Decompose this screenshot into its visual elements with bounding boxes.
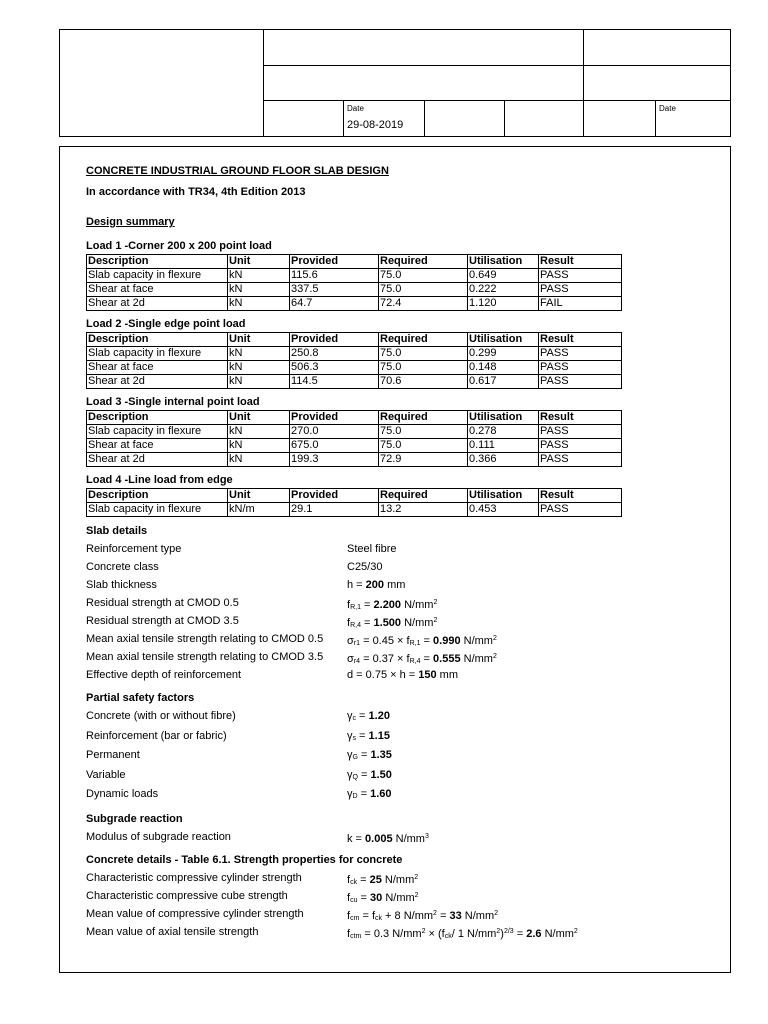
table-cell: 13.2 xyxy=(379,503,468,517)
table-cell: PASS xyxy=(539,283,622,297)
eq-sup: 3 xyxy=(424,832,429,840)
load-title: Load 3 -Single internal point load xyxy=(86,396,260,408)
table-cell: 75.0 xyxy=(379,283,468,297)
mean-axial-35-label: Mean axial tensile strength relating to CMOD 3.5 xyxy=(86,651,324,663)
reinforcement-type-row xyxy=(86,540,726,558)
eq-symbol: σ xyxy=(347,635,354,647)
table-cell: kN xyxy=(228,283,290,297)
table-cell: 75.0 xyxy=(379,425,468,439)
fck-label: Characteristic compressive cylinder strength xyxy=(86,871,302,884)
column-header: Unit xyxy=(228,489,290,503)
header-divider xyxy=(263,30,264,136)
fctm-row xyxy=(86,923,726,941)
table-cell: Slab capacity in flexure xyxy=(87,425,228,439)
document-subtitle: In accordance with TR34, 4th Edition 2013 xyxy=(86,186,306,198)
eq-sub: cu xyxy=(350,896,358,904)
eq-sub: Q xyxy=(352,773,358,781)
table-cell: 70.6 xyxy=(379,375,468,389)
mean-axial-05-label: Mean axial tensile strength relating to CMOD 0.5 xyxy=(86,633,324,645)
design-summary-heading: Design summary xyxy=(86,216,175,228)
table-cell: PASS xyxy=(539,361,622,375)
eq-sup: 2 xyxy=(433,617,438,624)
column-header: Unit xyxy=(228,411,290,425)
eq-text: = 0.37 × f xyxy=(360,653,410,665)
eq-value: 30 xyxy=(370,891,383,904)
header-divider xyxy=(263,100,730,101)
eq-value: 0.005 xyxy=(365,832,393,845)
column-header: Required xyxy=(379,411,468,425)
eq-sub: ck xyxy=(444,932,452,940)
eq-symbol: γ xyxy=(347,729,353,742)
table-cell: kN/m xyxy=(228,503,290,517)
eq-text: = xyxy=(513,927,527,940)
eq-text: h = xyxy=(347,579,366,591)
table-cell: 64.7 xyxy=(290,297,379,311)
eq-sub: G xyxy=(352,754,358,761)
effective-depth-label: Effective depth of reinforcement xyxy=(86,669,242,681)
slab-details-heading: Slab details xyxy=(86,525,148,537)
table-cell: Slab capacity in flexure xyxy=(87,269,228,283)
eq-text: = xyxy=(356,710,369,722)
eq-sup: 2 xyxy=(433,909,437,917)
column-header: Utilisation xyxy=(468,489,539,503)
eq-value: 1.60 xyxy=(370,788,392,800)
safety-factor-row xyxy=(86,766,726,786)
slab-thickness-value xyxy=(347,576,405,594)
fcu-label: Characteristic compressive cube strength xyxy=(86,889,288,902)
eq-value: 150 xyxy=(418,669,437,681)
safety-factor-label: Reinforcement (bar or fabric) xyxy=(86,729,227,742)
eq-symbol: σ xyxy=(347,653,354,665)
eq-text: = xyxy=(420,635,434,647)
column-header: Description xyxy=(87,255,228,269)
table-cell: 0.111 xyxy=(468,439,539,453)
table-cell: Shear at 2d xyxy=(87,453,228,467)
table-row xyxy=(87,453,622,467)
safety-factor-row xyxy=(86,785,726,805)
eq-value: 0.555 xyxy=(433,653,461,665)
table-cell: 199.3 xyxy=(290,453,379,467)
eq-sub: D xyxy=(352,793,358,800)
load-results-table xyxy=(86,488,622,517)
eq-sup: 2/3 xyxy=(503,927,514,935)
column-header: Result xyxy=(539,255,622,269)
table-cell: kN xyxy=(228,375,290,389)
column-header: Utilisation xyxy=(468,333,539,347)
load-results-table xyxy=(86,254,622,311)
column-header: Provided xyxy=(290,489,379,503)
column-header: Utilisation xyxy=(468,255,539,269)
table-cell: 0.222 xyxy=(468,283,539,297)
residual-strength-35-row xyxy=(86,612,726,630)
eq-unit: N/mm xyxy=(541,927,574,940)
eq-sub: c xyxy=(352,715,356,722)
column-header: Required xyxy=(379,333,468,347)
subgrade-modulus-row xyxy=(86,828,726,846)
eq-text: = xyxy=(357,788,371,800)
safety-factor-value xyxy=(347,707,390,729)
table-cell: 0.366 xyxy=(468,453,539,467)
concrete-class-label: Concrete class xyxy=(86,561,159,573)
eq-text: = xyxy=(360,599,374,611)
eq-symbol: γ xyxy=(347,788,353,800)
table-header-row xyxy=(87,255,622,269)
table-cell: Shear at face xyxy=(87,439,228,453)
column-header: Description xyxy=(87,489,228,503)
table-cell: PASS xyxy=(539,439,622,453)
fcm-row xyxy=(86,905,726,923)
eq-value: 2.6 xyxy=(526,927,542,940)
effective-depth-row xyxy=(86,666,726,684)
safety-factor-row xyxy=(86,727,726,747)
effective-depth-value xyxy=(347,666,458,684)
table-cell: kN xyxy=(228,297,290,311)
column-header: Provided xyxy=(290,411,379,425)
table-cell: 0.617 xyxy=(468,375,539,389)
eq-text: = 0.45 × f xyxy=(360,635,410,647)
table-cell: 75.0 xyxy=(379,361,468,375)
eq-text: = xyxy=(356,729,369,742)
eq-text: d = 0.75 × h = xyxy=(347,669,419,681)
table-cell: 115.6 xyxy=(290,269,379,283)
table-header-row xyxy=(87,411,622,425)
table-cell: PASS xyxy=(539,425,622,439)
safety-factor-value xyxy=(347,727,390,749)
eq-unit: N/mm xyxy=(401,617,434,629)
concrete-class-row xyxy=(86,558,726,576)
eq-sup: 2 xyxy=(494,909,499,917)
table-row xyxy=(87,297,622,311)
load-results-table xyxy=(86,410,622,467)
table-cell: 0.278 xyxy=(468,425,539,439)
safety-factor-value xyxy=(347,785,392,807)
table-header-row xyxy=(87,489,622,503)
table-cell: 72.4 xyxy=(379,297,468,311)
table-cell: 75.0 xyxy=(379,269,468,283)
eq-value: 33 xyxy=(449,909,462,922)
eq-symbol: f xyxy=(347,617,351,629)
load-title: Load 2 -Single edge point load xyxy=(86,318,246,330)
table-cell: 0.299 xyxy=(468,347,539,361)
table-row xyxy=(87,503,622,517)
table-cell: 506.3 xyxy=(290,361,379,375)
table-cell: Shear at 2d xyxy=(87,297,228,311)
table-cell: 75.0 xyxy=(379,347,468,361)
eq-unit: N/mm xyxy=(382,891,415,904)
eq-sub: ck xyxy=(375,914,382,922)
column-header: Description xyxy=(87,333,228,347)
slab-thickness-row xyxy=(86,576,726,594)
table-cell: 0.453 xyxy=(468,503,539,517)
eq-text: = xyxy=(357,873,370,886)
mean-axial-05-row xyxy=(86,630,726,648)
load-title: Load 4 -Line load from edge xyxy=(86,474,233,486)
table-cell: PASS xyxy=(539,453,622,467)
eq-sup: 2 xyxy=(433,599,438,606)
fctm-label: Mean value of axial tensile strength xyxy=(86,925,259,938)
safety-factor-label: Concrete (with or without fibre) xyxy=(86,710,236,722)
eq-text: = xyxy=(436,909,450,922)
subgrade-modulus-value xyxy=(347,828,429,848)
eq-sub: R,4 xyxy=(350,622,361,629)
eq-value: 200 xyxy=(365,579,385,591)
load-title: Load 1 -Corner 200 x 200 point load xyxy=(86,240,272,252)
eq-sub: R,1 xyxy=(350,604,361,611)
eq-sub: r1 xyxy=(353,640,361,647)
table-cell: PASS xyxy=(539,347,622,361)
table-cell: 250.8 xyxy=(290,347,379,361)
eq-text: k = xyxy=(347,832,366,845)
table-cell: 72.9 xyxy=(379,453,468,467)
eq-text: = xyxy=(357,891,371,904)
table-row xyxy=(87,361,622,375)
column-header: Result xyxy=(539,489,622,503)
eq-symbol: f xyxy=(347,599,351,611)
eq-sup: 2 xyxy=(573,927,578,935)
table-cell: Shear at face xyxy=(87,283,228,297)
table-cell: PASS xyxy=(539,269,622,283)
column-header: Unit xyxy=(228,255,290,269)
eq-unit: N/mm xyxy=(381,873,415,886)
eq-text: + 8 N/mm xyxy=(382,909,434,922)
table-cell: 0.148 xyxy=(468,361,539,375)
column-header: Description xyxy=(87,411,228,425)
table-cell: kN xyxy=(228,347,290,361)
eq-unit: N/mm xyxy=(460,653,493,665)
table-row xyxy=(87,439,622,453)
column-header: Unit xyxy=(228,333,290,347)
eq-unit: N/mm xyxy=(460,635,493,647)
residual-strength-35-label: Residual strength at CMOD 3.5 xyxy=(86,615,239,627)
header-divider xyxy=(583,30,584,136)
header-divider xyxy=(655,100,656,136)
table-cell: 29.1 xyxy=(290,503,379,517)
eq-sub: s xyxy=(352,734,356,742)
eq-value: 1.20 xyxy=(368,710,390,722)
eq-symbol: f xyxy=(347,927,351,940)
table-cell: kN xyxy=(228,269,290,283)
eq-sup: 2 xyxy=(492,635,497,642)
eq-text: × (f xyxy=(425,927,445,940)
mean-axial-35-row xyxy=(86,648,726,666)
date-label: Date xyxy=(347,104,364,113)
table-row xyxy=(87,283,622,297)
concrete-class-value: C25/30 xyxy=(347,561,383,573)
eq-sup: 2 xyxy=(496,927,501,935)
eq-sup: 2 xyxy=(492,653,497,660)
fck-row xyxy=(86,869,726,887)
eq-text: = xyxy=(420,653,434,665)
table-cell: 114.5 xyxy=(290,375,379,389)
eq-value: 0.990 xyxy=(433,635,461,647)
table-cell: PASS xyxy=(539,503,622,517)
eq-sub: R,1 xyxy=(409,640,421,647)
table-cell: Shear at 2d xyxy=(87,375,228,389)
safety-factor-row xyxy=(86,707,726,727)
header-divider xyxy=(424,100,425,136)
slab-thickness-label: Slab thickness xyxy=(86,579,157,591)
eq-value: 1.35 xyxy=(370,749,392,761)
concrete-details-heading: Concrete details - Table 6.1. Strength properties for concrete xyxy=(86,853,403,866)
fcm-label: Mean value of compressive cylinder strength xyxy=(86,907,304,920)
eq-symbol: γ xyxy=(347,768,353,781)
eq-unit: N/mm xyxy=(392,832,425,845)
table-cell: 675.0 xyxy=(290,439,379,453)
eq-symbol: γ xyxy=(347,749,353,761)
column-header: Provided xyxy=(290,255,379,269)
eq-value: 1.500 xyxy=(373,617,402,629)
eq-text: = 0.3 N/mm xyxy=(361,927,422,940)
eq-sub: R,4 xyxy=(409,658,421,665)
table-header-row xyxy=(87,333,622,347)
eq-text: = xyxy=(357,768,371,781)
fctm-value xyxy=(347,923,578,946)
table-cell: Shear at face xyxy=(87,361,228,375)
eq-unit: mm xyxy=(384,579,406,591)
table-row xyxy=(87,347,622,361)
table-cell: 75.0 xyxy=(379,439,468,453)
reinforcement-type-label: Reinforcement type xyxy=(86,543,182,555)
eq-unit: N/mm xyxy=(461,909,495,922)
table-cell: 1.120 xyxy=(468,297,539,311)
eq-unit: N/mm xyxy=(401,599,434,611)
safety-factor-label: Permanent xyxy=(86,749,140,761)
eq-symbol: f xyxy=(347,873,351,886)
eq-text: / 1 N/mm xyxy=(451,927,497,940)
column-header: Result xyxy=(539,333,622,347)
header-divider xyxy=(504,100,505,136)
header-divider xyxy=(343,100,344,136)
table-cell: FAIL xyxy=(539,297,622,311)
table-cell: kN xyxy=(228,425,290,439)
eq-sub: cm xyxy=(350,914,360,922)
table-cell: kN xyxy=(228,439,290,453)
table-cell: Slab capacity in flexure xyxy=(87,503,228,517)
eq-text: = xyxy=(360,617,374,629)
header-block xyxy=(59,29,731,137)
column-header: Result xyxy=(539,411,622,425)
date-label: Date xyxy=(659,104,676,113)
eq-sub: ck xyxy=(350,878,358,886)
table-cell: 0.649 xyxy=(468,269,539,283)
subgrade-heading: Subgrade reaction xyxy=(86,812,183,825)
document-title: CONCRETE INDUSTRIAL GROUND FLOOR SLAB DESIGN xyxy=(86,165,389,177)
table-row xyxy=(87,269,622,283)
table-cell: kN xyxy=(228,361,290,375)
eq-unit: mm xyxy=(436,669,459,681)
residual-strength-05-row xyxy=(86,594,726,612)
eq-sup: 2 xyxy=(421,927,426,935)
safety-factor-row xyxy=(86,746,726,766)
column-header: Utilisation xyxy=(468,411,539,425)
eq-value: 1.50 xyxy=(370,768,392,781)
load-results-table xyxy=(86,332,622,389)
eq-symbol: f xyxy=(347,909,351,922)
table-cell: Slab capacity in flexure xyxy=(87,347,228,361)
partial-safety-list xyxy=(86,707,726,805)
fcu-row xyxy=(86,887,726,905)
safety-factor-label: Variable xyxy=(86,768,126,781)
column-header: Provided xyxy=(290,333,379,347)
table-row xyxy=(87,425,622,439)
safety-factor-value xyxy=(347,746,392,768)
safety-factor-label: Dynamic loads xyxy=(86,788,159,800)
safety-factor-value xyxy=(347,766,392,788)
date-value: 29-08-2019 xyxy=(347,119,404,131)
header-divider xyxy=(263,65,730,66)
main-content xyxy=(86,165,726,941)
table-cell: kN xyxy=(228,453,290,467)
eq-text: ) xyxy=(500,927,504,940)
eq-value: 25 xyxy=(369,873,382,886)
column-header: Required xyxy=(379,489,468,503)
eq-value: 2.200 xyxy=(373,599,402,611)
column-header: Required xyxy=(379,255,468,269)
eq-value: 1.15 xyxy=(368,729,390,742)
partial-safety-heading: Partial safety factors xyxy=(86,692,195,704)
eq-symbol: f xyxy=(347,891,351,904)
load-tables xyxy=(86,238,726,517)
table-row xyxy=(87,375,622,389)
subgrade-modulus-label: Modulus of subgrade reaction xyxy=(86,830,231,843)
eq-sup: 2 xyxy=(414,891,419,899)
eq-text: = f xyxy=(359,909,375,922)
eq-symbol: γ xyxy=(347,710,353,722)
table-cell: PASS xyxy=(539,375,622,389)
table-cell: 270.0 xyxy=(290,425,379,439)
residual-strength-05-label: Residual strength at CMOD 0.5 xyxy=(86,597,239,609)
eq-sub: r4 xyxy=(353,658,361,665)
eq-sup: 2 xyxy=(414,873,419,881)
eq-sub: ctm xyxy=(350,932,362,940)
table-cell: 337.5 xyxy=(290,283,379,297)
eq-text: = xyxy=(357,749,371,761)
reinforcement-type-value: Steel fibre xyxy=(347,543,397,555)
